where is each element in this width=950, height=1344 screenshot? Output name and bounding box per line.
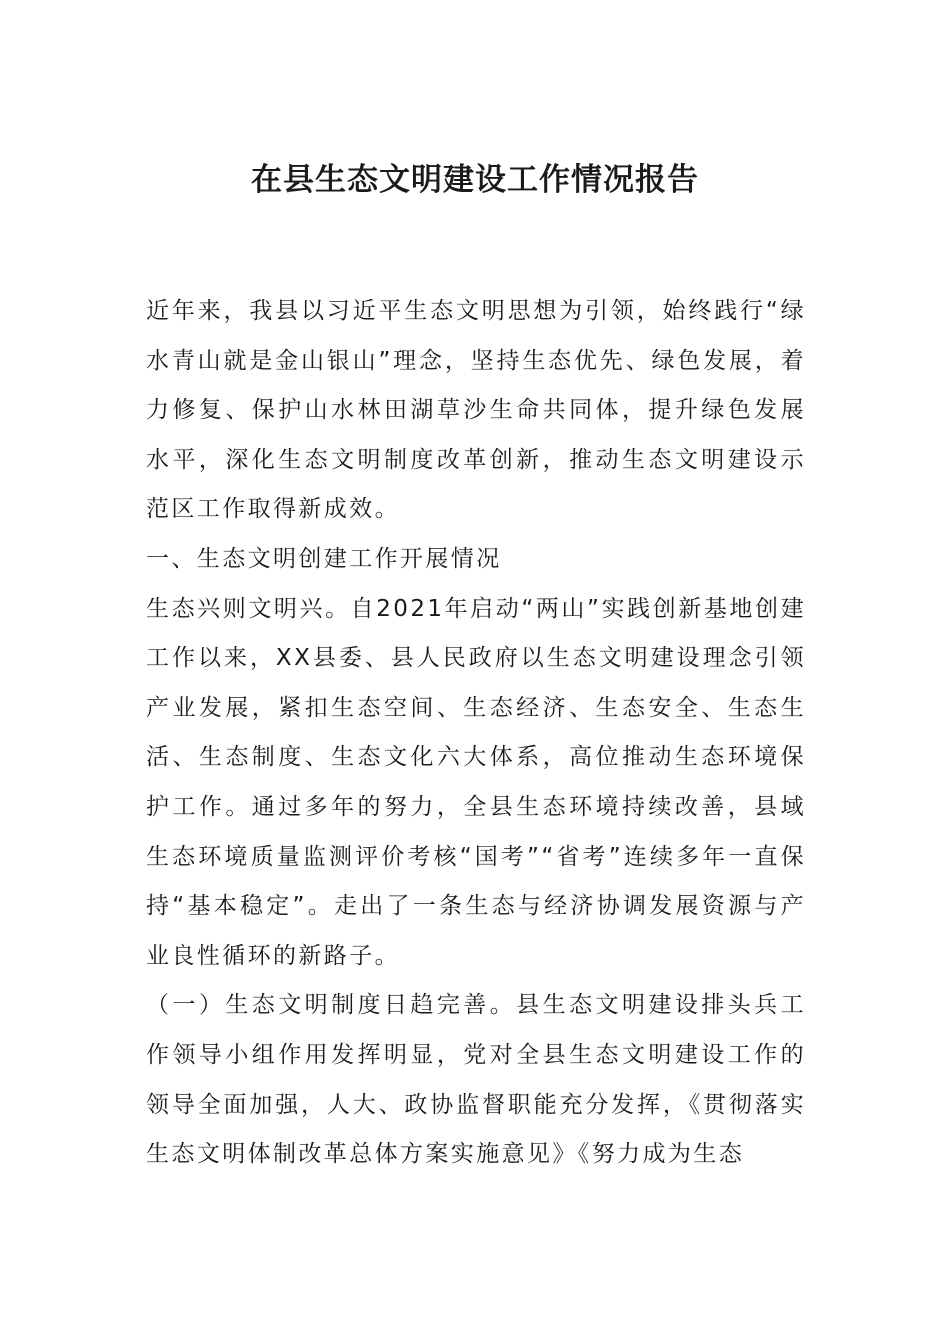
subsection-1-paragraph: （一）生态文明制度日趋完善。县生态文明建设排头兵工作领导小组作用发挥明显，党对全县生态文明建设工作的领导全面加强，人大、政协监督职能充分发挥，《贯彻落实生态文明体制改革总体方案实施意见》《努力成为生态 (146, 992, 806, 1168)
section-1-paragraph: 生态兴则文明兴。自2021年启动“两山”实践创新基地创建工作以来，XX县委、县人民政府以生态文明建设理念引领产业发展，紧扣生态空间、生态经济、生态安全、生态生活、生态制度、生态文化六大体系，高位推动生态环境保护工作。通过多年的努力，全县生态环境持续改善，县域生态环境质量监测评价考核“国考”“省考”连续多年一直保持“基本稳定”。走出了一条生态与经济协调发展资源与产业良性循环的新路子。 (146, 595, 806, 969)
document-body (146, 287, 806, 1180)
section-heading-1: 一、生态文明创建工作开展情况 (146, 545, 502, 572)
intro-paragraph: 近年来，我县以习近平生态文明思想为引领，始终践行“绿水青山就是金山银山”理念，坚持生态优先、绿色发展，着力修复、保护山水林田湖草沙生命共同体，提升绿色发展水平，深化生态文明制度改革创新，推动生态文明建设示范区工作取得新成效。 (146, 298, 806, 523)
document-title: 在县生态文明建设工作情况报告 (251, 162, 699, 198)
